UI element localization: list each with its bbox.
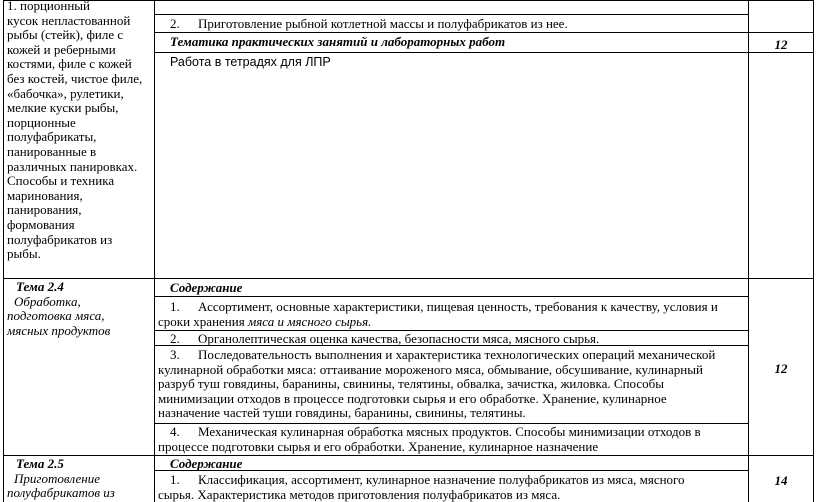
- topic-2-4-title-block: Тема 2.4 Обработка, подготовка мяса, мясных продуктов: [7, 280, 153, 338]
- table-left-border: [3, 0, 4, 502]
- table-right-border: [813, 0, 814, 502]
- row-line-a: [154, 14, 749, 15]
- row-line-topic-2-4: [3, 278, 814, 279]
- topic-2-4-item-2: 2. Органолептическая оценка качества, безопасности мяса, мясного сырья.: [170, 331, 600, 346]
- topic-2-5-hours: 14: [774, 473, 788, 488]
- row-line-d: [154, 296, 749, 297]
- column-divider-1: [154, 0, 155, 502]
- practice-hours: 12: [774, 37, 788, 52]
- topic-2-4-hours: 12: [774, 361, 788, 376]
- prev-item-2: 2. Приготовление рыбной котлетной массы и полуфабрикатов из нее.: [170, 16, 568, 31]
- prev-topic-text: 1. порционный кусок непластованной рыбы (стейк), филе с кожей и реберными костями, филе с кожей без костей, чистое филе, «бабочка», рулетики, мелкие куски рыбы, порционные полуфабрикаты, панированные в различных панировках. Способы и техника маринования, панирования, формования полуфабрикатов из рыбы.: [7, 0, 143, 262]
- topic-2-4-content-heading: Содержание: [170, 280, 243, 295]
- topic-2-4-item-1: 1. Ассортимент, основные характеристики, пищевая ценность, требования к качеству, условия и сроки хранения мяса и мясного сырья.: [158, 299, 718, 329]
- topic-2-4-item-4: 4. Механическая кулинарная обработка мясных продуктов. Способы минимизации отходов в процессе подготовки сырья и его обработки. Хранение, кулинарное назначение: [158, 424, 701, 454]
- topic-2-5-item-1: 1. Классификация, ассортимент, кулинарное назначение полуфабрикатов из мяса, мясного сырья. Характеристика методов приготовления полуфабрикатов из мяса.: [158, 472, 685, 502]
- topic-2-4-title: Тема 2.4: [16, 279, 64, 294]
- topic-2-5-title: Тема 2.5: [16, 456, 64, 471]
- row-line-topic-2-5: [3, 455, 814, 456]
- practice-heading: Тематика практических занятий и лабораторных работ: [170, 34, 506, 49]
- topic-2-4-item-3: 3. Последовательность выполнения и характеристика технологических операций механической кулинарной обработки мяса: оттаивание мороженого мяса, обмывание, обсушивание, кулинарный разруб туш говядины, баранины, свинины, телятины, обвалка, зачистка, жиловка. Способы минимизации отходов в процессе подготовки сырья и его обработке. Хранение, кулинарное назначение частей туши говядины, баранины, свинины, телятины.: [158, 347, 716, 421]
- column-divider-2: [748, 0, 749, 502]
- topic-2-5-title-block: Тема 2.5 Приготовление полуфабрикатов из: [7, 457, 153, 501]
- row-line-c: [154, 52, 814, 53]
- topic-2-5-content-heading: Содержание: [170, 456, 243, 471]
- row-line-b: [154, 32, 814, 33]
- practice-text: Работа в тетрадях для ЛПР: [170, 55, 331, 69]
